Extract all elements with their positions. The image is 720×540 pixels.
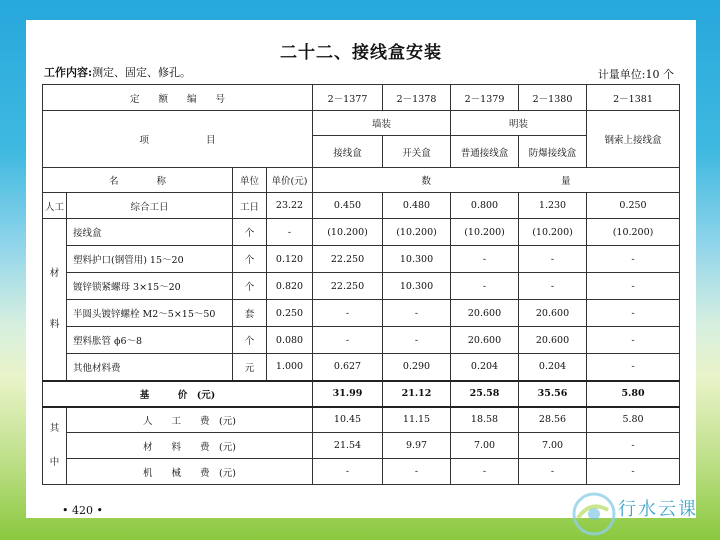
material-value: - [383,300,451,327]
among-value: 10.45 [313,407,383,433]
material-category-char: 材 [49,268,60,280]
labor-value: 0.800 [451,193,519,219]
among-name: 材 料 费 (元) [67,433,313,459]
item-cell: 接线盒 [313,136,383,168]
material-row [43,327,680,354]
price-header: 单价(元) [267,168,313,193]
base-price-value: 31.99 [313,381,383,407]
material-category-char: 料 [49,319,60,331]
material-unit: 个 [233,273,267,300]
material-row [43,219,680,246]
material-value: - [313,327,383,354]
material-row [43,300,680,327]
material-value: - [451,273,519,300]
work-content-text: 测定、固定、修孔。 [92,66,192,79]
among-name: 机 械 费 (元) [67,459,313,485]
material-value: 22.250 [313,246,383,273]
material-value: - [587,327,680,354]
material-value: 20.600 [519,300,587,327]
labor-value: 0.250 [587,193,680,219]
material-value: - [587,300,680,327]
labor-unit: 工日 [233,193,267,219]
material-name: 塑料胀管 ϕ6～8 [67,327,233,354]
base-price-value: 35.56 [519,381,587,407]
among-row [43,433,680,459]
material-value: 20.600 [519,327,587,354]
among-value: - [313,459,383,485]
material-value: 0.627 [313,354,383,381]
material-value: 10.300 [383,273,451,300]
code-cell: 2－1381 [587,85,680,111]
material-value: 20.600 [451,300,519,327]
material-unit: 套 [233,300,267,327]
code-cell: 2－1380 [519,85,587,111]
among-value: - [587,433,680,459]
material-name: 其他材料费 [67,354,233,381]
material-value: - [587,354,680,381]
page-title: 二十二、接线盒安装 [280,43,442,63]
material-value: (10.200) [313,219,383,246]
page-number: • 420 • [62,504,103,517]
code-cell: 2－1377 [313,85,383,111]
material-price: 0.080 [267,327,313,354]
material-unit: 个 [233,246,267,273]
measurement-unit: 计量单位:10 个 [597,68,674,81]
material-value: (10.200) [519,219,587,246]
item-cell: 防爆接线盒 [519,136,587,168]
material-value: - [587,273,680,300]
material-value: 0.204 [519,354,587,381]
material-unit: 个 [233,327,267,354]
material-row [43,354,680,381]
material-value: 0.204 [451,354,519,381]
material-value: - [519,246,587,273]
code-cell: 2－1379 [451,85,519,111]
among-value: 7.00 [451,433,519,459]
material-unit: 个 [233,219,267,246]
among-category [43,407,67,485]
among-value: - [383,459,451,485]
work-content [44,64,191,80]
material-value: 0.290 [383,354,451,381]
among-value: 18.58 [451,407,519,433]
among-value: - [587,459,680,485]
material-value: 22.250 [313,273,383,300]
name-header: 名 称 [43,168,233,193]
material-value: 10.300 [383,246,451,273]
among-category-char: 其 [49,423,60,435]
quota-table [42,84,680,485]
material-value: 20.600 [451,327,519,354]
material-price: 1.000 [267,354,313,381]
among-value: 5.80 [587,407,680,433]
material-price: 0.820 [267,273,313,300]
material-name: 半圆头镀锌螺栓 M2～5×15～50 [67,300,233,327]
base-price-value: 21.12 [383,381,451,407]
among-value: 9.97 [383,433,451,459]
among-value: - [451,459,519,485]
item-label: 项 目 [43,111,313,168]
material-price: 0.120 [267,246,313,273]
material-value: - [587,246,680,273]
material-price: 0.250 [267,300,313,327]
material-name: 接线盒 [67,219,233,246]
material-category [43,219,67,381]
material-name: 塑料护口(钢管用) 15～20 [67,246,233,273]
labor-row [43,193,680,219]
among-value: 21.54 [313,433,383,459]
among-category-char: 中 [49,457,60,469]
labor-name: 综合工日 [67,193,233,219]
among-row [43,407,680,433]
material-row [43,273,680,300]
among-name: 人 工 费 (元) [67,407,313,433]
code-row [43,85,680,111]
unit-header: 单位 [233,168,267,193]
labor-value: 0.480 [383,193,451,219]
material-unit: 元 [233,354,267,381]
name-header-row [43,168,680,193]
code-label: 定 额 编 号 [43,85,313,111]
among-row [43,459,680,485]
item-cable: 钢索上接线盒 [587,111,680,168]
material-value: (10.200) [587,219,680,246]
quantity-header-part: 数 [421,176,432,187]
group-wall: 墙装 [313,111,451,136]
among-value: 28.56 [519,407,587,433]
base-price-label: 基 价 (元) [43,381,313,407]
among-value: 11.15 [383,407,451,433]
material-price: - [267,219,313,246]
material-value: (10.200) [451,219,519,246]
material-value: (10.200) [383,219,451,246]
quantity-header [313,168,680,193]
material-name: 镀锌锁紧螺母 3×15～20 [67,273,233,300]
document-page [26,20,696,518]
item-group-row [43,111,680,136]
item-cell: 开关盒 [383,136,451,168]
material-value: - [451,246,519,273]
material-value: - [313,300,383,327]
material-row [43,246,680,273]
labor-price: 23.22 [267,193,313,219]
code-cell: 2－1378 [383,85,451,111]
group-surface: 明装 [451,111,587,136]
material-value: - [383,327,451,354]
base-price-value: 5.80 [587,381,680,407]
labor-value: 0.450 [313,193,383,219]
quantity-header-part: 量 [561,176,571,187]
among-value: - [519,459,587,485]
material-value: - [519,273,587,300]
labor-value: 1.230 [519,193,587,219]
among-value: 7.00 [519,433,587,459]
item-cell: 普通接线盒 [451,136,519,168]
base-price-value: 25.58 [451,381,519,407]
labor-category: 人工 [43,193,67,219]
watermark-text: 行水云课 [618,499,698,520]
work-content-label: 工作内容: [44,66,93,79]
base-price-row [43,381,680,407]
